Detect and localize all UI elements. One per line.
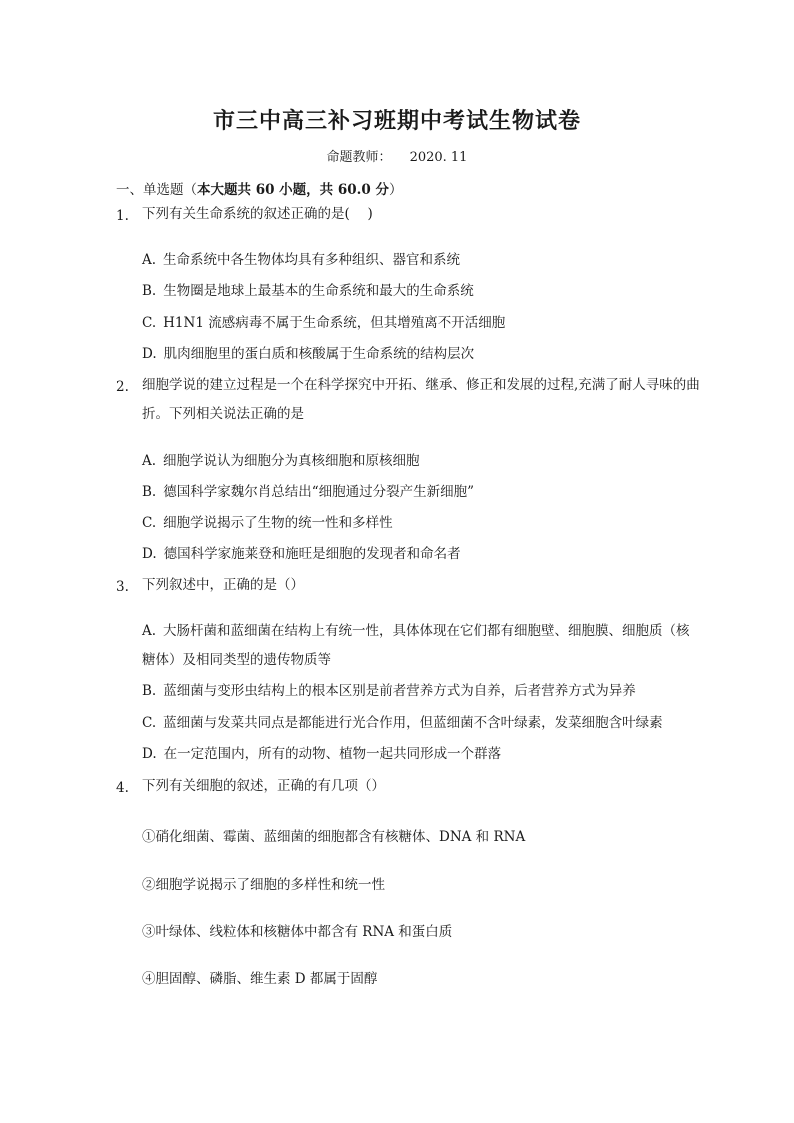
option-a [142, 246, 702, 275]
option-text: 肌肉细胞里的蛋白质和核酸属于生命系统的结构层次 [163, 346, 475, 362]
option-letter: A. [142, 453, 157, 469]
option-letter: D. [142, 346, 157, 362]
option-text: 德国科学家施莱登和施旺是细胞的发现者和命名者 [163, 546, 461, 562]
option-text: 生命系统中各生物体均具有多种组织、器官和系统 [163, 252, 461, 268]
option-letter: A. [142, 623, 157, 639]
option-c [142, 309, 702, 338]
exam-date: 2020. 11 [409, 150, 468, 165]
option-a [142, 617, 702, 675]
author-line [0, 146, 794, 165]
author-label: 命题教师： [326, 150, 392, 165]
question-stem: 下列有关生命系统的叙述正确的是( ) [142, 206, 373, 222]
option-letter: B. [142, 484, 157, 500]
option-text: 蓝细菌与发菜共同点是都能进行光合作用，但蓝细菌不含叶绿素，发菜细胞含叶绿素 [163, 715, 663, 731]
option-letter: D. [142, 546, 157, 562]
option-letter: D. [142, 746, 157, 762]
option-letter: A. [142, 252, 157, 268]
question-number: 4. [116, 780, 129, 796]
page-title: 市三中高三补习班期中考试生物试卷 [212, 108, 581, 134]
section-suffix: ） [388, 182, 403, 198]
option-d [142, 540, 702, 569]
option-d [142, 740, 702, 769]
option-letter: C. [142, 715, 157, 731]
option-text: 德国科学家魏尔肖总结出“细胞通过分裂产生新细胞” [163, 484, 475, 500]
option-b [142, 277, 702, 306]
option-text: 大肠杆菌和蓝细菌在结构上有统一性，具体体现在它们都有细胞壁、细胞膜、细胞质（核糖体）及相同类型的遗传物质等 [142, 623, 690, 668]
question-stem: 下列有关细胞的叙述，正确的有几项（） [142, 778, 385, 794]
option-text: 蓝细菌与变形虫结构上的根本区别是前者营养方式为自养，后者营养方式为异养 [163, 683, 636, 699]
option-text: 生物圈是地球上最基本的生命系统和最大的生命系统 [163, 283, 474, 299]
statement-2: ②细胞学说揭示了细胞的多样性和统一性 [142, 877, 385, 893]
option-letter: C. [142, 315, 157, 331]
question-stem: 下列叙述中，正确的是（） [142, 577, 304, 593]
option-c [142, 709, 702, 738]
option-text: 在一定范围内，所有的动物、植物一起共同形成一个群落 [163, 746, 502, 762]
option-letter: B. [142, 283, 157, 299]
option-c [142, 509, 702, 538]
option-letter: B. [142, 683, 157, 699]
option-text: 细胞学说揭示了生物的统一性和多样性 [163, 515, 393, 531]
statement-3: ③叶绿体、线粒体和核糖体中都含有 RNA 和蛋白质 [142, 924, 453, 940]
question-number: 2. [116, 379, 129, 395]
option-b [142, 478, 702, 507]
option-d [142, 340, 702, 369]
section-detail: 本大题共 60 小题，共 60.0 分 [197, 182, 389, 198]
option-a [142, 447, 702, 476]
section-prefix: 一、单选题（ [116, 182, 197, 198]
question-stem: 细胞学说的建立过程是一个在科学探究中开拓、继承、修正和发展的过程,充满了耐人寻味的曲折。下列相关说法正确的是 [142, 377, 700, 422]
section-heading [116, 178, 402, 198]
option-b [142, 677, 702, 706]
question-number: 1. [116, 208, 129, 224]
question-number: 3. [116, 579, 129, 595]
option-text: 细胞学说认为细胞分为真核细胞和原核细胞 [163, 453, 420, 469]
option-text: H1N1 流感病毒不属于生命系统，但其增殖离不开活细胞 [163, 315, 506, 331]
statement-1: ①硝化细菌、霉菌、蓝细菌的细胞都含有核糖体、DNA 和 RNA [142, 829, 526, 845]
option-letter: C. [142, 515, 157, 531]
statement-4: ④胆固醇、磷脂、维生素 D 都属于固醇 [142, 971, 378, 987]
